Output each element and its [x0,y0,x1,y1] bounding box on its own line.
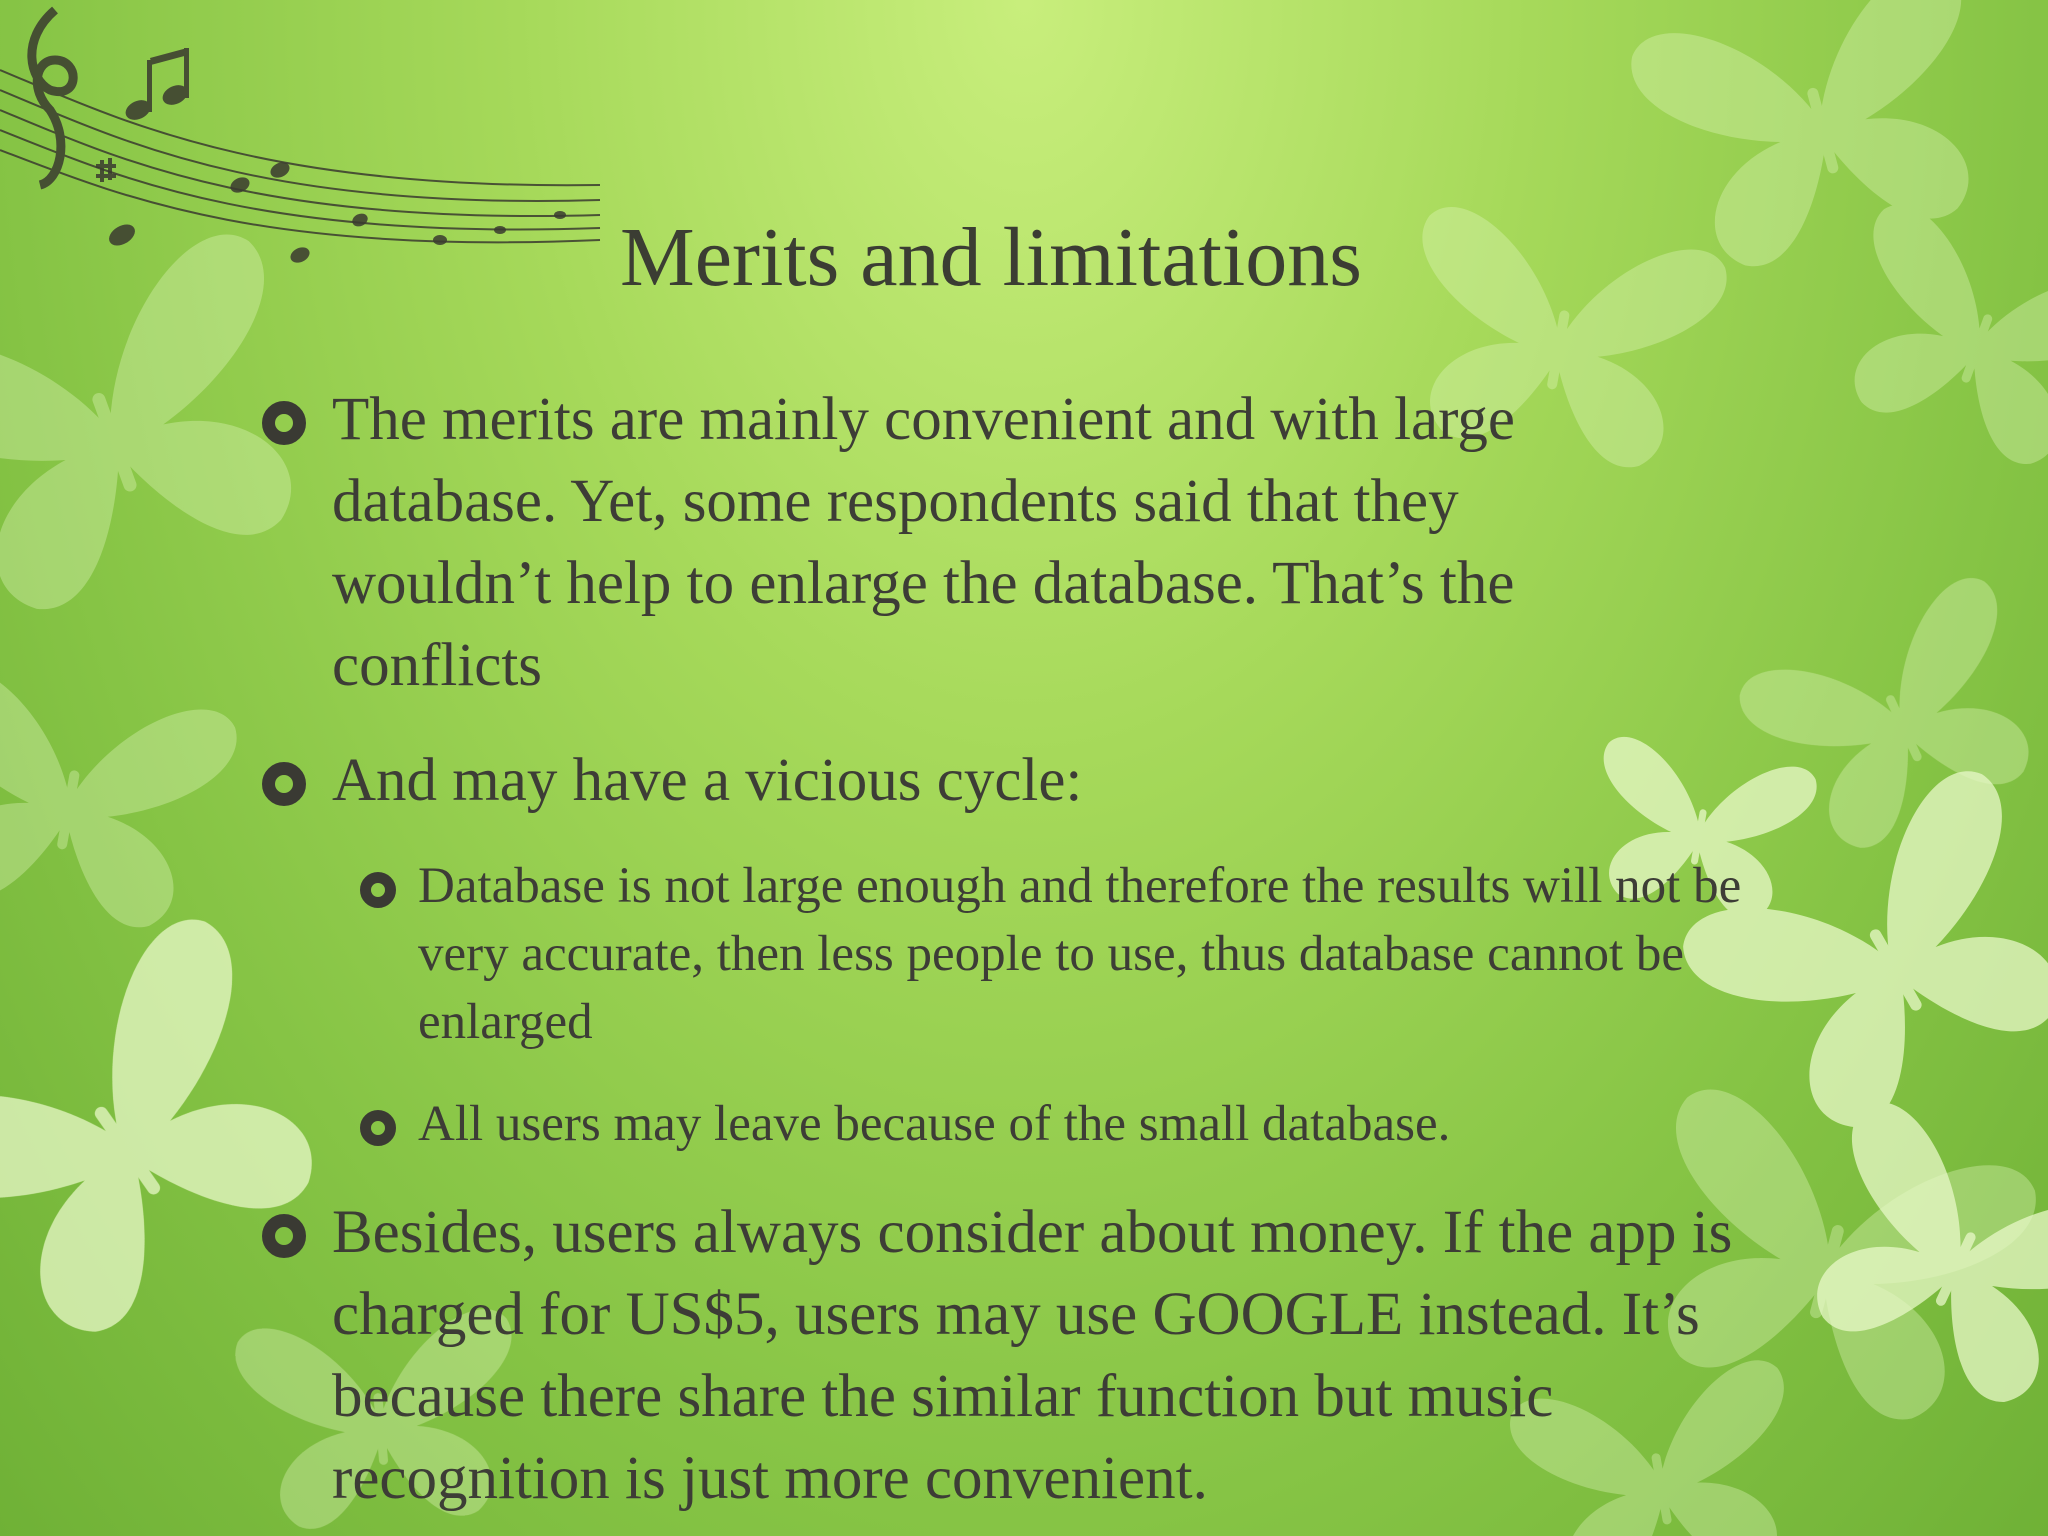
bullet-text: Besides, users always consider about money. If the app is charged for US$5, users may use GOOGLE instead. It’s because there share the similar function but music recognition is just more convenient. [332,1199,1733,1512]
slide-title: Merits and limitations [620,211,1362,304]
music-notes-decoration [96,48,566,266]
bullet-ring-icon [262,762,306,806]
bullet-item [262,1192,1782,1520]
sub-bullet-text: All users may leave because of the small database. [418,1096,1451,1152]
bullet-ring-icon [262,401,306,445]
sub-bullet-item [360,1090,1780,1158]
sub-bullet-item [360,852,1780,1056]
bullet-text: And may have a vicious cycle: [332,747,1083,814]
music-notes-decoration [0,10,600,242]
bullet-ring-icon [262,1214,306,1258]
bullet-item [262,379,1682,707]
sub-bullet-text: Database is not large enough and therefore the results will not be very accurate, then less people to use, thus database cannot be enlarged [418,858,1742,1050]
bullet-ring-icon [360,1110,396,1146]
bullet-text: The merits are mainly convenient and with large database. Yet, some respondents said that they wouldn’t help to enlarge the database. That’s the conflicts [332,386,1515,699]
bullet-item [262,740,1682,822]
bullet-ring-icon [360,872,396,908]
